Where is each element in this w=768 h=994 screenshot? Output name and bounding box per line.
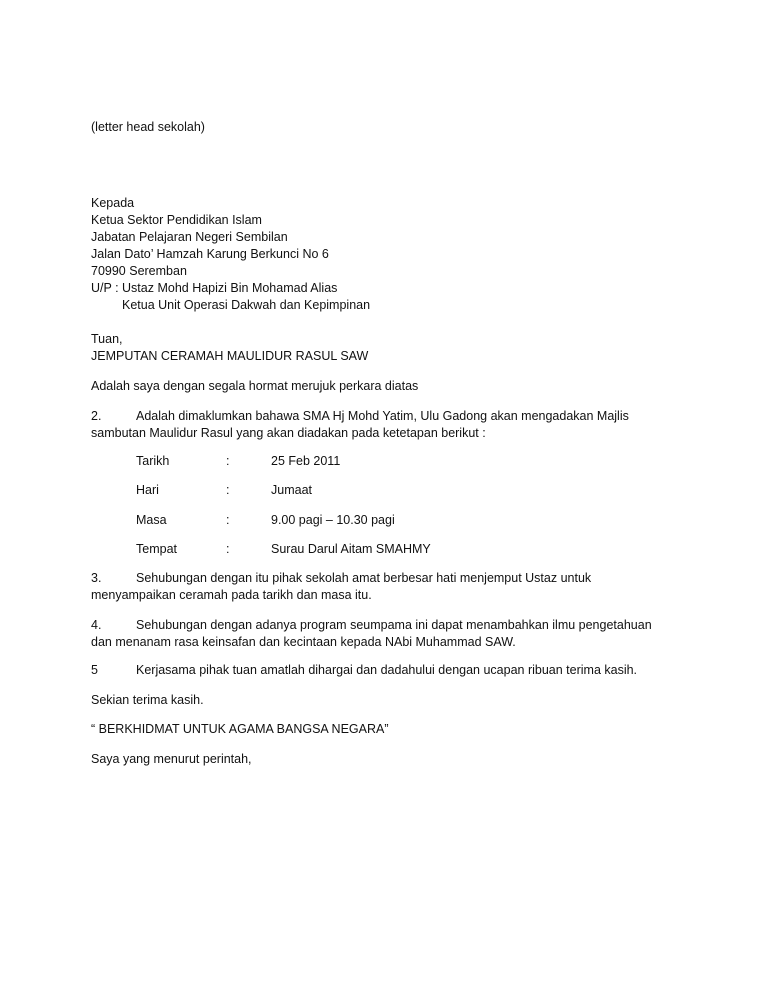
motto: “ BERKHIDMAT UNTUK AGAMA BANGSA NEGARA”	[91, 722, 389, 736]
detail-colon: :	[226, 513, 230, 527]
paragraph-text: Sehubungan dengan adanya program seumpama ini dapat menambahkan ilmu pengetahuan	[136, 618, 652, 632]
detail-value: Surau Darul Aitam SMAHMY	[271, 542, 431, 556]
letterhead-placeholder: (letter head sekolah)	[91, 120, 205, 134]
detail-label: Tempat	[136, 542, 177, 556]
paragraph-number: 5	[91, 663, 98, 677]
detail-label: Tarikh	[136, 454, 170, 468]
detail-label: Masa	[136, 513, 167, 527]
paragraph-number: 3.	[91, 571, 102, 585]
paragraph-text: dan menanam rasa keinsafan dan kecintaan kepada NAbi Muhammad SAW.	[91, 635, 516, 649]
recipient-line: Ketua Sektor Pendidikan Islam	[91, 213, 262, 227]
paragraph-text: sambutan Maulidur Rasul yang akan diadakan pada ketetapan berikut :	[91, 426, 486, 440]
detail-colon: :	[226, 454, 230, 468]
detail-colon: :	[226, 483, 230, 497]
opening-paragraph: Adalah saya dengan segala hormat merujuk perkara diatas	[91, 379, 419, 393]
recipient-attention: U/P : Ustaz Mohd Hapizi Bin Mohamad Alias	[91, 281, 338, 295]
signoff: Saya yang menurut perintah,	[91, 752, 252, 766]
recipient-line: Jalan Dato’ Hamzah Karung Berkunci No 6	[91, 247, 329, 261]
recipient-line: Jabatan Pelajaran Negeri Sembilan	[91, 230, 288, 244]
detail-value: 9.00 pagi – 10.30 pagi	[271, 513, 395, 527]
recipient-line: 70990 Seremban	[91, 264, 187, 278]
detail-value: Jumaat	[271, 483, 312, 497]
paragraph-text: menyampaikan ceramah pada tarikh dan masa itu.	[91, 588, 372, 602]
detail-value: 25 Feb 2011	[271, 454, 341, 468]
paragraph-text: Adalah dimaklumkan bahawa SMA Hj Mohd Yatim, Ulu Gadong akan mengadakan Majlis	[136, 409, 629, 423]
recipient-position: Ketua Unit Operasi Dakwah dan Kepimpinan	[122, 298, 371, 312]
detail-label: Hari	[136, 483, 159, 497]
paragraph-text: Kerjasama pihak tuan amatlah dihargai dan dadahului dengan ucapan ribuan terima kasih.	[136, 663, 638, 677]
detail-colon: :	[226, 542, 230, 556]
salutation: Tuan,	[91, 332, 123, 346]
paragraph-number: 4.	[91, 618, 102, 632]
paragraph-number: 2.	[91, 409, 102, 423]
paragraph-text: Sehubungan dengan itu pihak sekolah amat berbesar hati menjemput Ustaz untuk	[136, 571, 592, 585]
subject-line: JEMPUTAN CERAMAH MAULIDUR RASUL SAW	[91, 349, 369, 363]
closing-line: Sekian terima kasih.	[91, 693, 204, 707]
recipient-line: Kepada	[91, 196, 135, 210]
